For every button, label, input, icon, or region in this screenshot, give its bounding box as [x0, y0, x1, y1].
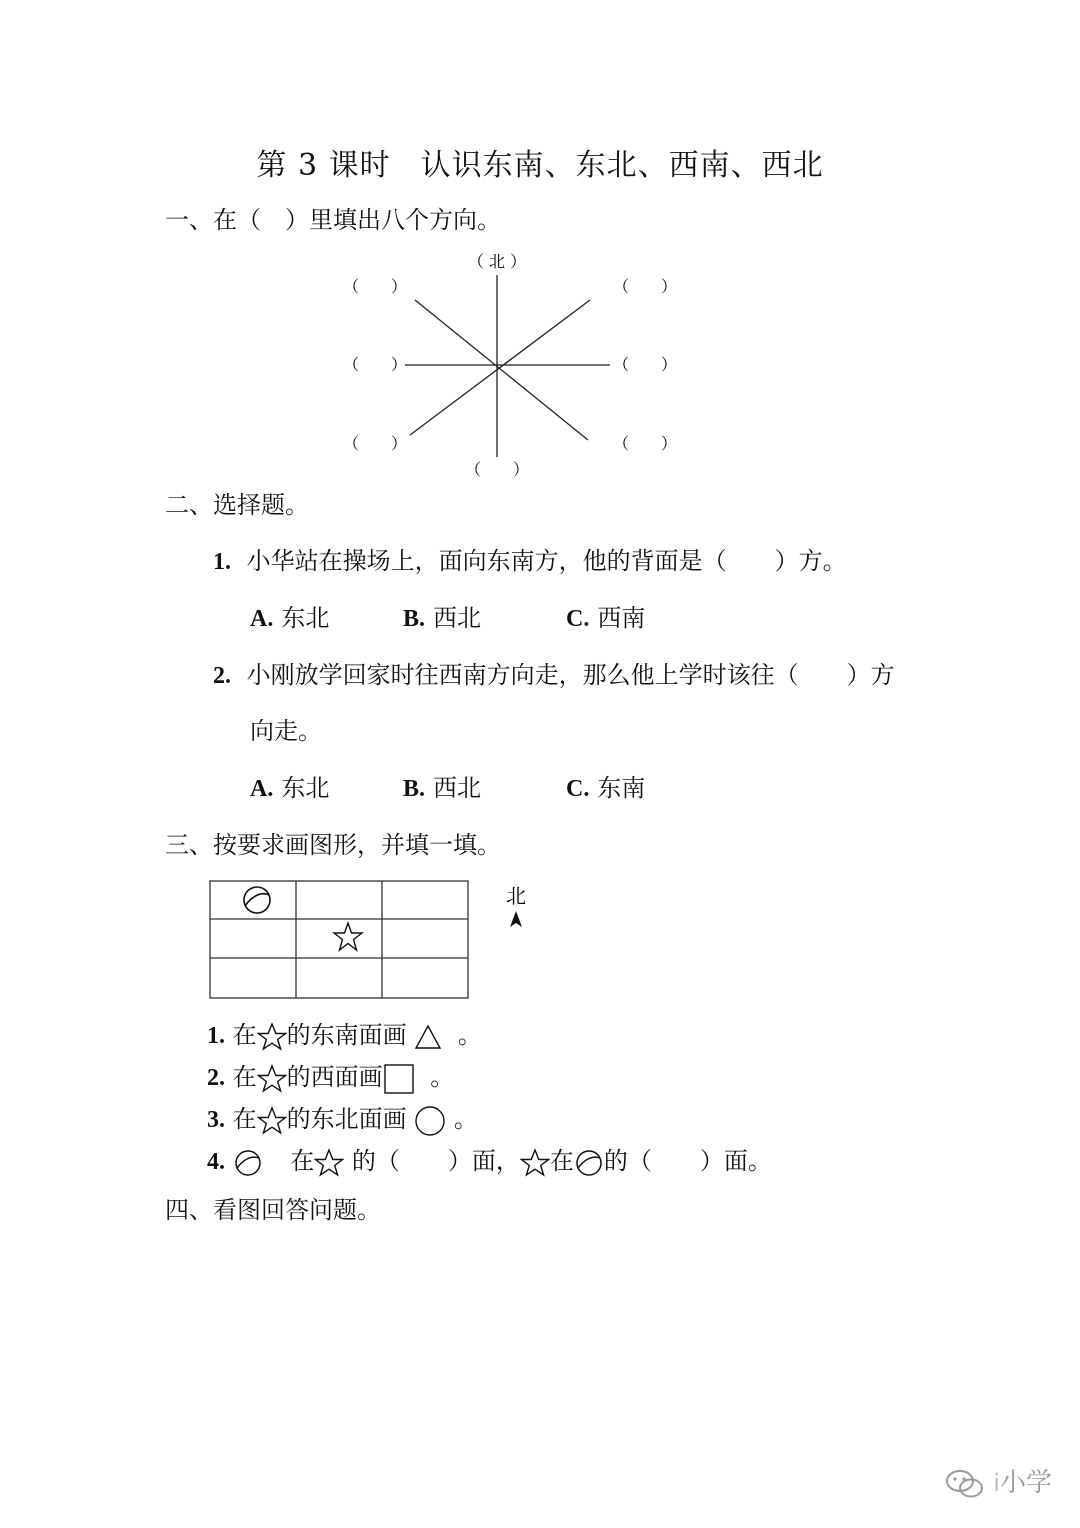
southeast-blank: （ ） [612, 434, 678, 453]
ball-icon [574, 1148, 604, 1178]
draw-item-3: 3. 在 的东北面画 。 [207, 1102, 478, 1136]
star-icon [257, 1064, 287, 1094]
circle-icon [414, 1105, 446, 1137]
wechat-icon [945, 1468, 985, 1500]
question-2-number: 2. [213, 663, 231, 689]
question-1-text: 小华站在操场上，面向东南方，他的背面是（ ）方。 [246, 547, 847, 575]
south-blank: （ ） [464, 460, 530, 479]
draw-item-1: 1. 在 的东南面画 。 [207, 1018, 482, 1052]
ball-icon [244, 887, 270, 913]
star-icon [520, 1148, 550, 1178]
triangle-icon [414, 1023, 442, 1051]
section-1-heading: 一、在（ ）里填出八个方向。 [165, 206, 501, 234]
ball-icon [233, 1148, 263, 1178]
grid-figure [205, 875, 545, 1005]
star-icon [334, 923, 362, 950]
page-title [0, 140, 1080, 184]
question-2-option-c: C. 东南 [566, 774, 646, 802]
compass-diagram [320, 245, 700, 485]
question-1-option-b: B. 西北 [403, 604, 482, 632]
north-label: （ 北 ） [467, 252, 527, 271]
star-icon [314, 1148, 344, 1178]
question-1 [213, 541, 847, 576]
star-icon [257, 1022, 287, 1052]
lesson-number: 第 3 课时 [256, 148, 391, 183]
draw-item-2: 2. 在 的西面画 。 [207, 1060, 454, 1094]
grid-border [210, 881, 468, 998]
question-2 [213, 655, 895, 690]
section-4-heading: 四、看图回答问题。 [165, 1196, 381, 1224]
star-icon [257, 1106, 287, 1136]
question-1-number: 1. [213, 549, 231, 575]
northeast-southwest-line [410, 300, 590, 435]
section-3-heading: 三、按要求画图形，并填一填。 [165, 831, 501, 859]
east-blank: （ ） [612, 355, 678, 374]
question-2-option-b: B. 西北 [403, 774, 482, 802]
lesson-topic: 认识东南、东北、西南、西北 [420, 148, 824, 183]
northeast-blank: （ ） [612, 277, 678, 296]
north-arrow-icon [510, 911, 522, 927]
question-2-text-line2: 向走。 [250, 717, 322, 745]
question-2-text-line1: 小刚放学回家时往西南方向走，那么他上学时该往（ ）方 [246, 661, 895, 689]
west-blank: （ ） [342, 355, 408, 374]
question-1-option-a: A. 东北 [250, 604, 330, 632]
north-marker-label: 北 [506, 884, 526, 908]
question-1-option-c: C. 西南 [566, 604, 646, 632]
southwest-blank: （ ） [342, 434, 408, 453]
question-2-option-a: A. 东北 [250, 774, 330, 802]
watermark: i小学 [945, 1462, 1052, 1500]
square-icon [383, 1063, 415, 1095]
northwest-blank: （ ） [342, 277, 408, 296]
fill-item-4: 4. 在 的（ ）面， 在 的（ ）面。 [207, 1144, 772, 1178]
section-2-heading: 二、选择题。 [165, 491, 309, 519]
